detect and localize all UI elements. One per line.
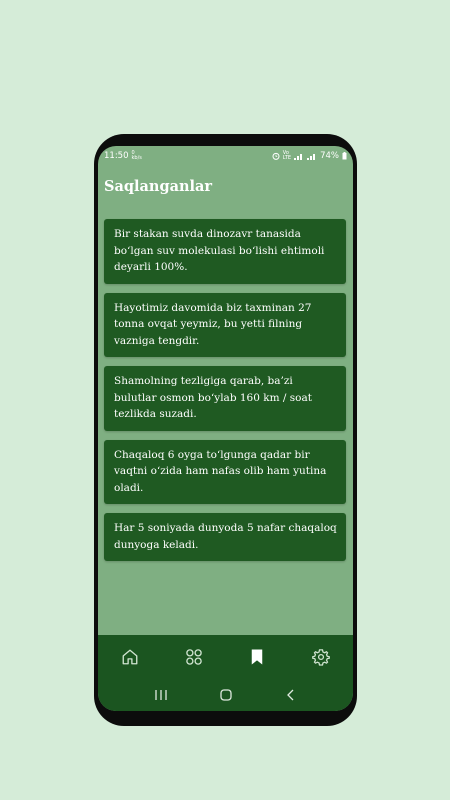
grid-icon (185, 648, 203, 666)
fact-card[interactable]: Bir stakan suvda dinozavr tanasida bo‘lgan suv molekulasi bo‘lishi ehtimoli deyarli 100%. (104, 219, 346, 284)
fact-card[interactable]: Har 5 soniyada dunyoda 5 nafar chaqaloq dunyoga keladi. (104, 513, 346, 561)
settings-icon (312, 648, 330, 666)
system-navigation-bar (98, 687, 353, 703)
fact-card[interactable]: Shamolning tezligiga qarab, ba’zi bulutlar osmon bo‘ylab 160 km / soat tezlikda suzadi. (104, 366, 346, 431)
home-icon (121, 648, 139, 666)
nav-saved[interactable] (245, 647, 269, 667)
app-screen (98, 146, 353, 711)
phone-frame (94, 134, 357, 726)
nav-settings[interactable] (309, 647, 333, 667)
saved-facts-list (104, 219, 346, 570)
data-speed-icon: 0 kb/s (131, 150, 142, 161)
back-icon[interactable] (284, 689, 298, 701)
volte-icon: Vo LTE (282, 150, 292, 161)
battery-percent: 74% (320, 151, 339, 161)
recent-apps-icon[interactable] (154, 689, 168, 701)
alarm-icon (272, 152, 280, 160)
bottom-navigation (98, 635, 353, 711)
fact-card[interactable]: Hayotimiz davomida biz taxminan 27 tonna ovqat yeymiz, bu yetti filning vazniga tengdir. (104, 293, 346, 358)
bookmark-icon (248, 648, 266, 666)
nav-categories[interactable] (182, 647, 206, 667)
nav-home[interactable] (118, 647, 142, 667)
status-time: 11:50 (104, 151, 129, 161)
home-button-icon[interactable] (219, 689, 233, 701)
signal-icon-2 (307, 152, 317, 160)
page-title: Saqlanganlar (104, 178, 213, 195)
battery-icon (342, 152, 347, 160)
signal-icon (294, 152, 304, 160)
status-bar (98, 146, 353, 166)
fact-card[interactable]: Chaqaloq 6 oyga to‘lgunga qadar bir vaqtni o‘zida ham nafas olib ham yutina oladi. (104, 440, 346, 505)
